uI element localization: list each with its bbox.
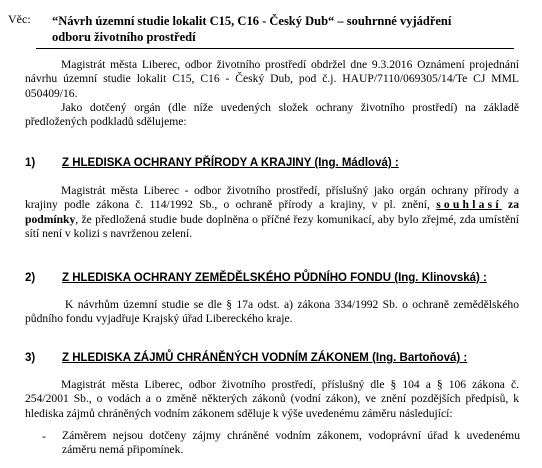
header-divider xyxy=(36,48,514,49)
section-paragraph-2 xyxy=(25,298,519,327)
document-subject xyxy=(52,13,522,45)
section-1-text-before: Magistrát města Liberec - odbor životního prostředí, příslušný jako orgán ochrany přírody a krajiny podle zákona č. 114/1992 Sb., o ochraně přírody a krajiny, v pl. znění, xyxy=(25,184,519,212)
section-title-3: Z HLEDISKA ZÁJMŮ CHRÁNĚNÝCH VODNÍM ZÁKONEM (Ing. Bartoňová) : xyxy=(62,352,468,364)
section-title-2: Z HLEDISKA OCHRANY ZEMĚDĚLSKÉHO PŮDNÍHO FONDU (Ing. Klinovská) : xyxy=(62,272,487,284)
bullet-dash: - xyxy=(42,429,46,443)
subject-line-1: “Návrh územní studie lokalit C15, C16 - Český Dub“ – souhrnné vyjádření xyxy=(52,14,452,28)
section-1-text-after: , že předložená studie bude doplněna o příčné řezy komunikací, aby bylo zřejmé, zda umístění sítí není v kolizi s navrženou zelení. xyxy=(25,212,519,241)
section-paragraph-1 xyxy=(25,184,519,242)
bullet-text: Záměrem nejsou dotčeny zájmy chráněné vodním zákonem, vodoprávní úřad k uvedenému záměru nemá připomínek. xyxy=(62,429,520,457)
section-number-3: 3) xyxy=(25,352,36,364)
intro-paragraph-1 xyxy=(25,58,519,101)
intro-paragraph-2 xyxy=(25,101,519,130)
subject-line-2: odboru životního prostředí xyxy=(52,30,196,44)
intro-text-2: Jako dotčený orgán (dle níže uvedených složek ochrany životního prostředí) na základě předložených podkladů sdělujeme: xyxy=(25,101,519,129)
section-number-2: 2) xyxy=(25,272,36,284)
section-number-1: 1) xyxy=(25,157,36,169)
section-3-text: Magistrát města Liberec, odbor životního prostředí, příslušný dle § 104 a § 106 zákona č. 254/2001 Sb., o vodách a o změně některých zákonů (vodní zákon), ve znění pozdějších předpisů, k hlediska zájmů chráněných vodním zákonem sděluje k výše uvedenému záměru následující: xyxy=(25,378,519,420)
section-1-condition: za podmínky xyxy=(25,198,519,226)
section-title-1: Z HLEDISKA OCHRANY PŘÍRODY A KRAJINY (Ing. Mádlová) : xyxy=(62,157,399,169)
section-3-bullet xyxy=(0,429,542,459)
intro-text-1: Magistrát města Liberec, odbor životního prostředí obdržel dne 9.3.2016 Oznámení projednání návrhu územní studie lokalit C15, C16 - Český Dub, pod č.j. HAUP/7110/069305/14/Te CJ MML 050409/16. xyxy=(25,58,519,100)
subject-label: Věc: xyxy=(8,12,31,26)
section-2-text: K návrhům územní studie se dle § 17a odst. a) zákona 334/1992 Sb. o ochraně zemědělského půdního fondu vyjadřuje Krajský úřad Libereckého kraje. xyxy=(25,298,519,326)
section-1-consent: souhlasí xyxy=(436,198,502,212)
section-paragraph-3 xyxy=(25,378,519,421)
